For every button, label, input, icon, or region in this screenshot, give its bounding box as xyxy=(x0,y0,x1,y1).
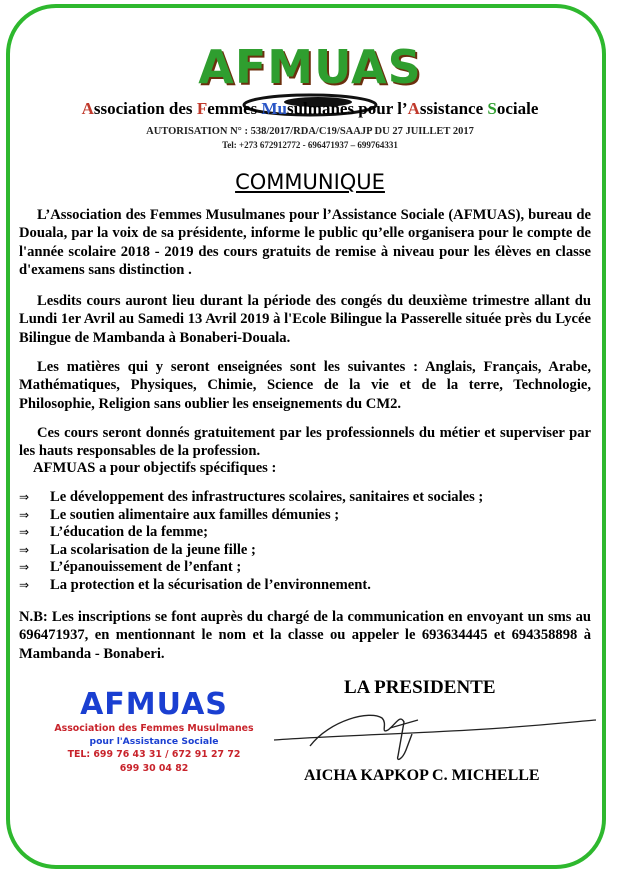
org-name-part: A xyxy=(81,99,94,118)
objectives-list xyxy=(19,489,579,595)
paragraph-teachers: Ces cours seront donnés gratuitement par les professionnels du métier et superviser par les hauts responsables de la profession. xyxy=(19,425,591,460)
list-item: ⇒ L’épanouissement de l’enfant ; xyxy=(19,559,242,576)
page-title: COMMUNIQUE xyxy=(235,170,385,194)
stamp-telephone: TEL: 699 76 43 31 / 672 91 27 72 xyxy=(67,749,241,760)
paragraph-subjects: Les matières qui y seront enseignées sont les suivantes : Anglais, Français, Arabe, Mathématiques, Physiques, Chimie, Science de la vie et de la terre, Technologie, Philosophie, Religion sans oublier les enseignements du CM2. xyxy=(19,359,591,412)
stamp-logo: AFMUAS xyxy=(80,687,228,722)
org-name-part: sulmanes pour l’ xyxy=(286,99,408,118)
arrow-icon: ⇒ xyxy=(19,507,30,522)
registration-note: N.B: Les inscriptions se font auprès du chargé de la communication en envoyant un sms au 696471937, en mentionnant le nom et la classe ou appeler le 693634445 et 694358898 à Mambanda - Bonaberi. xyxy=(19,609,591,662)
handwritten-signature xyxy=(270,700,600,764)
org-name-part: ociale xyxy=(496,99,539,118)
org-name-part: A xyxy=(407,99,420,118)
list-item: ⇒ La protection et la sécurisation de l’environnement. xyxy=(19,576,371,593)
paragraph-dates: Lesdits cours auront lieu durant la période des congés du deuxième trimestre allant du Lundi 1er Avril au Samedi 13 Avril 2019 à l'Ecole Bilingue la Passerelle située près du Lycée Bilingue de Mambanda à Bonaberi-Douala. xyxy=(19,293,591,346)
list-item: ⇒ Le soutien alimentaire aux familles démunies ; xyxy=(19,506,340,523)
org-full-name xyxy=(0,99,620,119)
org-name-part: ssociation des xyxy=(93,99,197,118)
stamp-org-subline: pour l'Assistance Sociale xyxy=(89,736,219,747)
org-name-part: Mu xyxy=(261,99,287,118)
stamp-telephone-2: 699 30 04 82 xyxy=(119,763,189,774)
arrow-icon: ⇒ xyxy=(19,560,30,575)
arrow-icon: ⇒ xyxy=(19,525,30,540)
authorization-number: AUTORISATION N° : 538/2017/RDA/C19/SAAJP DU 27 JUILLET 2017 xyxy=(146,126,474,137)
org-name-part: F xyxy=(196,99,208,118)
list-item: ⇒ La scolarisation de la jeune fille ; xyxy=(19,541,256,558)
header-telephone: Tel: +273 672912772 - 696471937 – 699764331 xyxy=(222,140,398,150)
org-name-part: S xyxy=(487,99,497,118)
organization-stamp xyxy=(28,687,280,776)
org-name-part: ssistance xyxy=(419,99,488,118)
org-name-part: emmes xyxy=(207,99,262,118)
list-item: ⇒ Le développement des infrastructures scolaires, sanitaires et sociales ; xyxy=(19,489,484,505)
list-item: ⇒ L’éducation de la femme; xyxy=(19,524,208,541)
signatory-name: AICHA KAPKOP C. MICHELLE xyxy=(304,767,540,784)
arrow-icon: ⇒ xyxy=(19,577,30,592)
arrow-icon: ⇒ xyxy=(19,490,30,504)
logo-wordmark: AFMUAS xyxy=(198,40,422,94)
signatory-role: LA PRESIDENTE xyxy=(344,677,496,698)
arrow-icon: ⇒ xyxy=(19,542,30,557)
paragraph-intro: L’Association des Femmes Musulmanes pour l’Assistance Sociale (AFMUAS), bureau de Douala, par la voix de sa présidente, informe le public qu’elle organisera pour le compte de l'année scolaire 2018 - 2019 des cours gratuits de remise à niveau pour les élèves en classe d'examens sans distinction . xyxy=(19,207,591,279)
objectives-intro: AFMUAS a pour objectifs spécifiques : xyxy=(33,460,277,476)
stamp-org-line: Association des Femmes Musulmanes xyxy=(54,723,254,734)
